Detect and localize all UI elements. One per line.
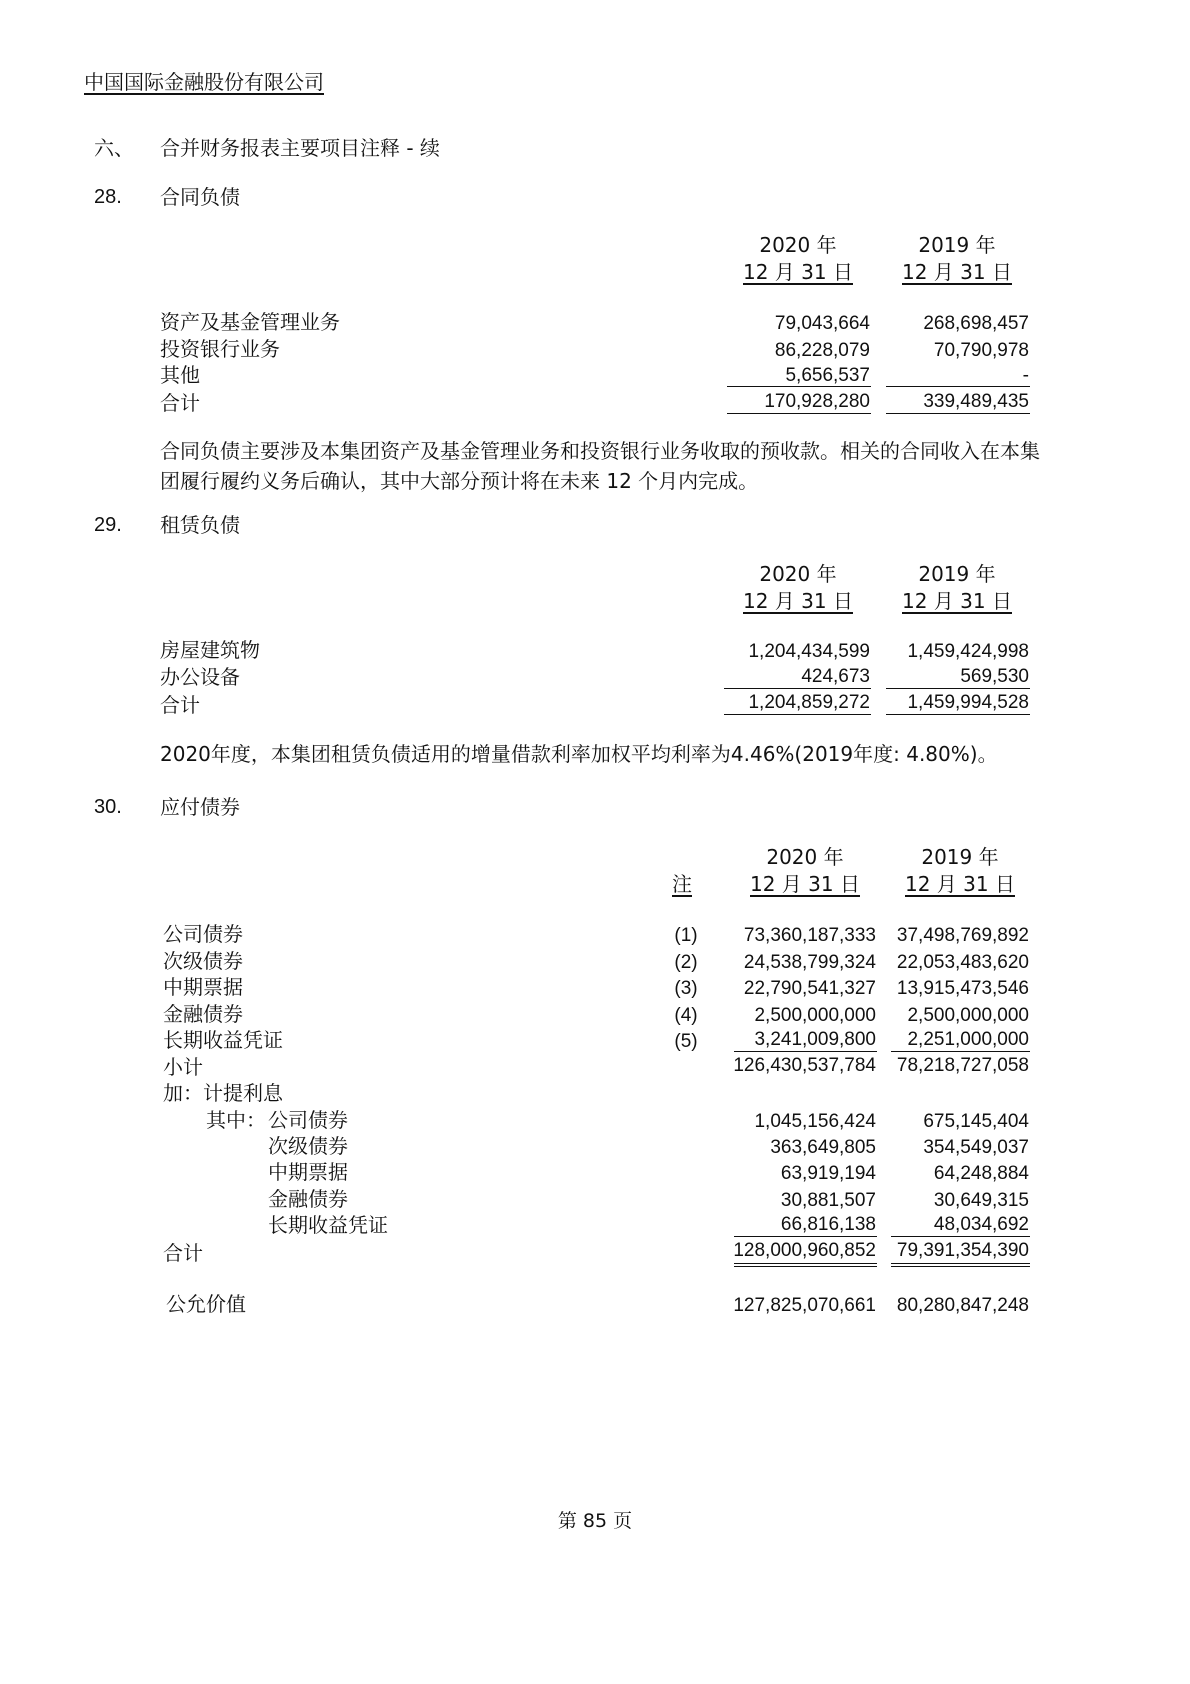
- row-value-2020: 5,656,537: [785, 365, 870, 386]
- row-value-2019: 2,251,000,000: [907, 1029, 1029, 1050]
- subtotal-rule: [886, 386, 1030, 387]
- interest-value-2020: 66,816,138: [780, 1214, 876, 1235]
- subtotal-rule: [727, 386, 871, 387]
- subtotal-rule: [886, 688, 1030, 689]
- subtotal-label: 小计: [163, 1055, 203, 1079]
- row-value-2019: -: [1022, 365, 1029, 386]
- total-value-2020: 1,204,859,272: [748, 692, 870, 713]
- note-29-col2-year: 2019 年: [918, 562, 996, 586]
- row-label: 中期票据: [163, 975, 243, 999]
- interest-row-label: 长期收益凭证: [268, 1213, 388, 1237]
- row-value-2019: 1,459,424,998: [907, 641, 1029, 662]
- total-value-2019: 1,459,994,528: [907, 692, 1029, 713]
- row-label: 房屋建筑物: [160, 638, 260, 662]
- total-value-2019: 339,489,435: [923, 391, 1029, 412]
- total-rule: [886, 413, 1030, 414]
- subtotal-rule: [891, 1051, 1030, 1052]
- row-value-2020: 24,538,799,324: [743, 952, 876, 973]
- company-name: 中国国际金融股份有限公司: [84, 70, 324, 94]
- total-double-rule: [891, 1266, 1030, 1267]
- note-30-col1-date: 12 月 31 日: [750, 872, 860, 896]
- fair-value-2019: 80,280,847,248: [896, 1295, 1029, 1316]
- total-rule: [724, 714, 871, 715]
- row-value-2020: 73,360,187,333: [743, 925, 876, 946]
- note-30-note-header: 注: [672, 872, 692, 896]
- total-value-2020: 170,928,280: [764, 391, 870, 412]
- note-30-col2-date: 12 月 31 日: [905, 872, 1015, 896]
- note-29-paragraph: 2020年度，本集团租赁负债适用的增量借款利率加权平均利率为4.46%(2019年度: 4.80%)。: [160, 742, 998, 766]
- interest-value-2019: 354,549,037: [923, 1137, 1029, 1158]
- note-28-paragraph: 合同负债主要涉及本集团资产及基金管理业务和投资银行业务收取的预收款。相关的合同收入在本集团履行履约义务后确认，其中大部分预计将在未来 12 个月内完成。: [160, 439, 1040, 493]
- row-note: (1): [674, 925, 698, 946]
- interest-row-label: 公司债券: [268, 1108, 348, 1132]
- interest-prefix: 其中：: [206, 1108, 266, 1132]
- row-label: 长期收益凭证: [163, 1028, 283, 1052]
- total-rule: [886, 714, 1030, 715]
- interest-value-2020: 363,649,805: [770, 1137, 876, 1158]
- total-label: 合计: [160, 391, 200, 415]
- note-28-number: 28.: [94, 186, 122, 208]
- subtotal-rule: [734, 1051, 877, 1052]
- row-note: (4): [674, 1005, 698, 1026]
- fair-value-label: 公允价值: [166, 1292, 246, 1316]
- note-30-col2-year: 2019 年: [921, 845, 999, 869]
- interest-label: 加：计提利息: [163, 1081, 283, 1105]
- note-29-number: 29.: [94, 514, 122, 536]
- subtotal-rule: [734, 1236, 877, 1237]
- row-note: (3): [674, 978, 698, 999]
- interest-value-2019: 48,034,692: [933, 1214, 1029, 1235]
- total-double-rule: [891, 1263, 1030, 1264]
- subtotal-value-2019: 78,218,727,058: [896, 1055, 1029, 1076]
- row-value-2020: 79,043,664: [774, 313, 870, 334]
- interest-value-2019: 30,649,315: [933, 1190, 1029, 1211]
- row-label: 金融债券: [163, 1002, 243, 1026]
- row-value-2020: 1,204,434,599: [748, 641, 870, 662]
- interest-row-label: 金融债券: [268, 1187, 348, 1211]
- section-number: 六、: [94, 136, 134, 160]
- note-28-col1-year: 2020 年: [759, 233, 837, 257]
- section-title: 合并财务报表主要项目注释 - 续: [160, 136, 440, 160]
- interest-value-2020: 63,919,194: [780, 1163, 876, 1184]
- row-label: 资产及基金管理业务: [160, 310, 340, 334]
- total-label: 合计: [163, 1241, 203, 1265]
- interest-value-2020: 1,045,156,424: [754, 1111, 876, 1132]
- row-value-2019: 13,915,473,546: [896, 978, 1029, 999]
- row-value-2019: 37,498,769,892: [896, 925, 1029, 946]
- row-label: 投资银行业务: [160, 337, 280, 361]
- note-28-col1-date: 12 月 31 日: [743, 260, 853, 284]
- row-value-2020: 424,673: [801, 666, 870, 687]
- total-double-rule: [734, 1263, 877, 1264]
- row-note: (2): [674, 952, 698, 973]
- row-label: 次级债券: [163, 949, 243, 973]
- interest-value-2019: 675,145,404: [923, 1111, 1029, 1132]
- row-label: 办公设备: [160, 665, 240, 689]
- row-value-2020: 22,790,541,327: [743, 978, 876, 999]
- subtotal-rule: [891, 1236, 1030, 1237]
- note-29-col1-date: 12 月 31 日: [743, 589, 853, 613]
- note-30-title: 应付债券: [160, 795, 240, 819]
- interest-value-2019: 64,248,884: [933, 1163, 1029, 1184]
- row-value-2020: 2,500,000,000: [754, 1005, 876, 1026]
- interest-value-2020: 30,881,507: [780, 1190, 876, 1211]
- note-29-title: 租赁负债: [160, 513, 240, 537]
- note-28-col2-date: 12 月 31 日: [902, 260, 1012, 284]
- row-value-2019: 569,530: [960, 666, 1029, 687]
- interest-row-label: 中期票据: [268, 1160, 348, 1184]
- total-rule: [727, 413, 871, 414]
- row-value-2019: 268,698,457: [923, 313, 1029, 334]
- subtotal-value-2020: 126,430,537,784: [733, 1055, 876, 1076]
- page-number: 第 85 页: [557, 1510, 633, 1532]
- total-value-2019: 79,391,354,390: [896, 1240, 1029, 1261]
- row-label: 其他: [160, 363, 200, 387]
- row-label: 公司债券: [163, 922, 243, 946]
- row-value-2019: 22,053,483,620: [896, 952, 1029, 973]
- note-30-col1-year: 2020 年: [766, 845, 844, 869]
- note-28-col2-year: 2019 年: [918, 233, 996, 257]
- note-29-col2-date: 12 月 31 日: [902, 589, 1012, 613]
- total-label: 合计: [160, 693, 200, 717]
- interest-row-label: 次级债券: [268, 1134, 348, 1158]
- total-double-rule: [734, 1266, 877, 1267]
- note-30-number: 30.: [94, 796, 122, 818]
- row-note: (5): [674, 1031, 698, 1052]
- fair-value-2020: 127,825,070,661: [733, 1295, 876, 1316]
- row-value-2019: 2,500,000,000: [907, 1005, 1029, 1026]
- note-29-col1-year: 2020 年: [759, 562, 837, 586]
- row-value-2020: 3,241,009,800: [754, 1029, 876, 1050]
- total-value-2020: 128,000,960,852: [733, 1240, 876, 1261]
- note-28-title: 合同负债: [160, 185, 240, 209]
- row-value-2019: 70,790,978: [933, 340, 1029, 361]
- subtotal-rule: [724, 688, 871, 689]
- row-value-2020: 86,228,079: [774, 340, 870, 361]
